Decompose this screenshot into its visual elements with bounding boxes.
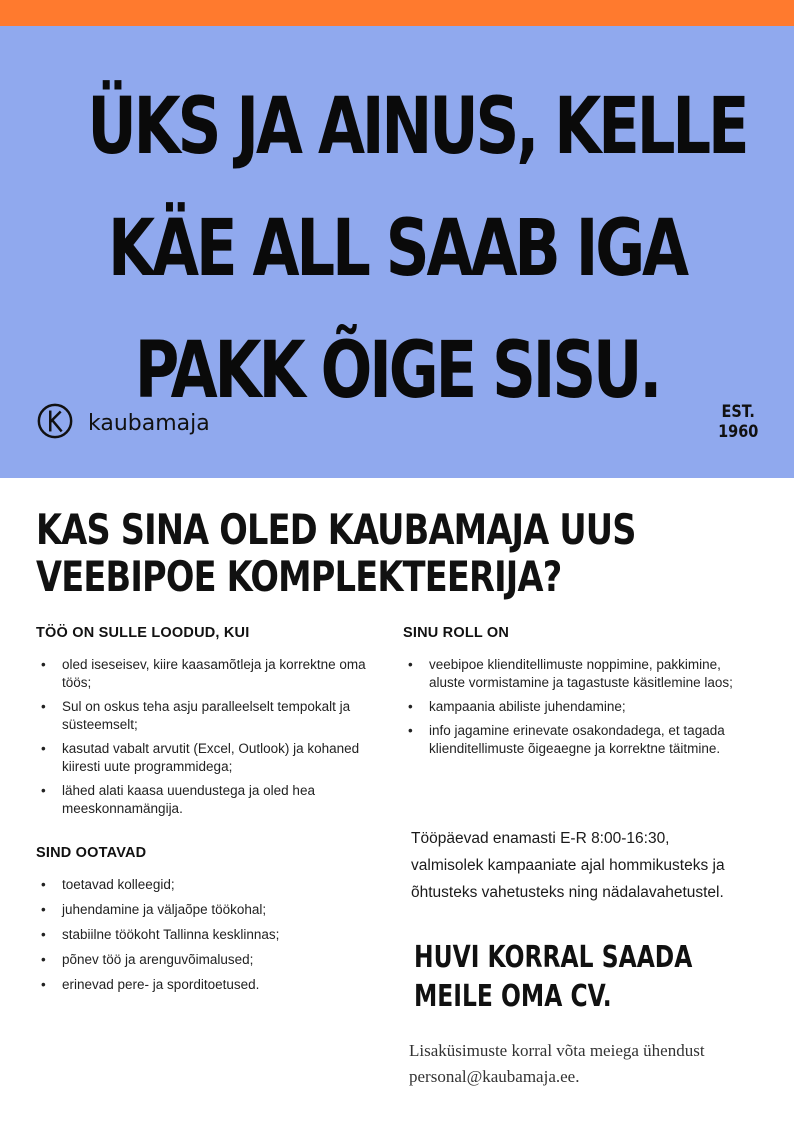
requirements-heading: TÖÖ ON SULLE LOODUD, KUI [36, 625, 250, 641]
requirements-list [36, 656, 381, 818]
working-hours: Tööpäevad enamasti E-R 8:00-16:30, valmisolek kampaaniate ajal hommikusteks ja õhtusteks vahetusteks ning nädalavahetustel. [411, 830, 725, 901]
list-item: • Sul on oskus teha asju paralleelselt tempokalt ja süsteemselt; [36, 698, 381, 734]
contact-info: Lisaküsimuste korral võta meiega ühendust personal@kaubamaja.ee. [409, 1041, 705, 1086]
hero-title-line-2: KÄE ALL SAAB IGA [107, 204, 687, 294]
role-heading: SINU ROLL ON [403, 625, 510, 641]
offers-list [36, 876, 381, 994]
list-item: • toetavad kolleegid; [36, 876, 381, 894]
list-item: • stabiilne töökoht Tallinna kesklinnas; [36, 926, 381, 944]
brand-logo [36, 402, 210, 445]
cta-line-1: HUVI KORRAL SAADA [414, 940, 693, 975]
list-item: • veebipoe klienditellimuste noppimine, pakkimine, aluste vormistamine ja tagastuste käsitlemine laos; [403, 656, 743, 692]
role-list [403, 656, 743, 758]
list-item: • kampaania abiliste juhendamine; [403, 698, 743, 716]
established-badge [718, 402, 758, 442]
list-item: • info jagamine erinevate osakondadega, et tagada klienditellimuste õigeaegne ja korrektne täitmine. [403, 722, 743, 758]
left-column [36, 624, 381, 1001]
list-item: • juhendamine ja väljaõpe töökohal; [36, 901, 381, 919]
top-accent-bar [0, 0, 794, 26]
job-title-line-2: VEEBIPOE KOMPLEKTEERIJA? [36, 552, 562, 601]
cta-line-2: MEILE OMA CV. [414, 979, 612, 1014]
est-year: 1960 [717, 422, 758, 442]
list-item: • kasutad vabalt arvutit (Excel, Outlook) ja kohaned kiiresti uute programmidega; [36, 740, 381, 776]
list-item: • oled iseseisev, kiire kaasamõtleja ja korrektne oma töös; [36, 656, 381, 692]
offers-heading: SIND OOTAVAD [36, 845, 147, 861]
hero-title-line-3: PAKK ÕIGE SISU. [134, 326, 660, 416]
job-title-line-1: KAS SINA OLED KAUBAMAJA UUS [36, 505, 636, 554]
job-title [36, 506, 776, 600]
hero-title [0, 66, 794, 432]
list-item: • erinevad pere- ja sporditoetused. [36, 976, 381, 994]
right-column [403, 624, 743, 764]
hero-banner [0, 26, 794, 478]
list-item: • lähed alati kaasa uuendustega ja oled hea meeskonnamängija. [36, 782, 381, 818]
hero-title-line-1: ÜKS JA AINUS, KELLE [87, 82, 747, 172]
brand-name: kaubamaja [88, 411, 210, 436]
list-item: • põnev töö ja arenguvõimalused; [36, 951, 381, 969]
call-to-action [414, 938, 771, 1016]
kaubamaja-k-logo-icon [36, 402, 74, 445]
est-label: EST. [721, 402, 755, 422]
